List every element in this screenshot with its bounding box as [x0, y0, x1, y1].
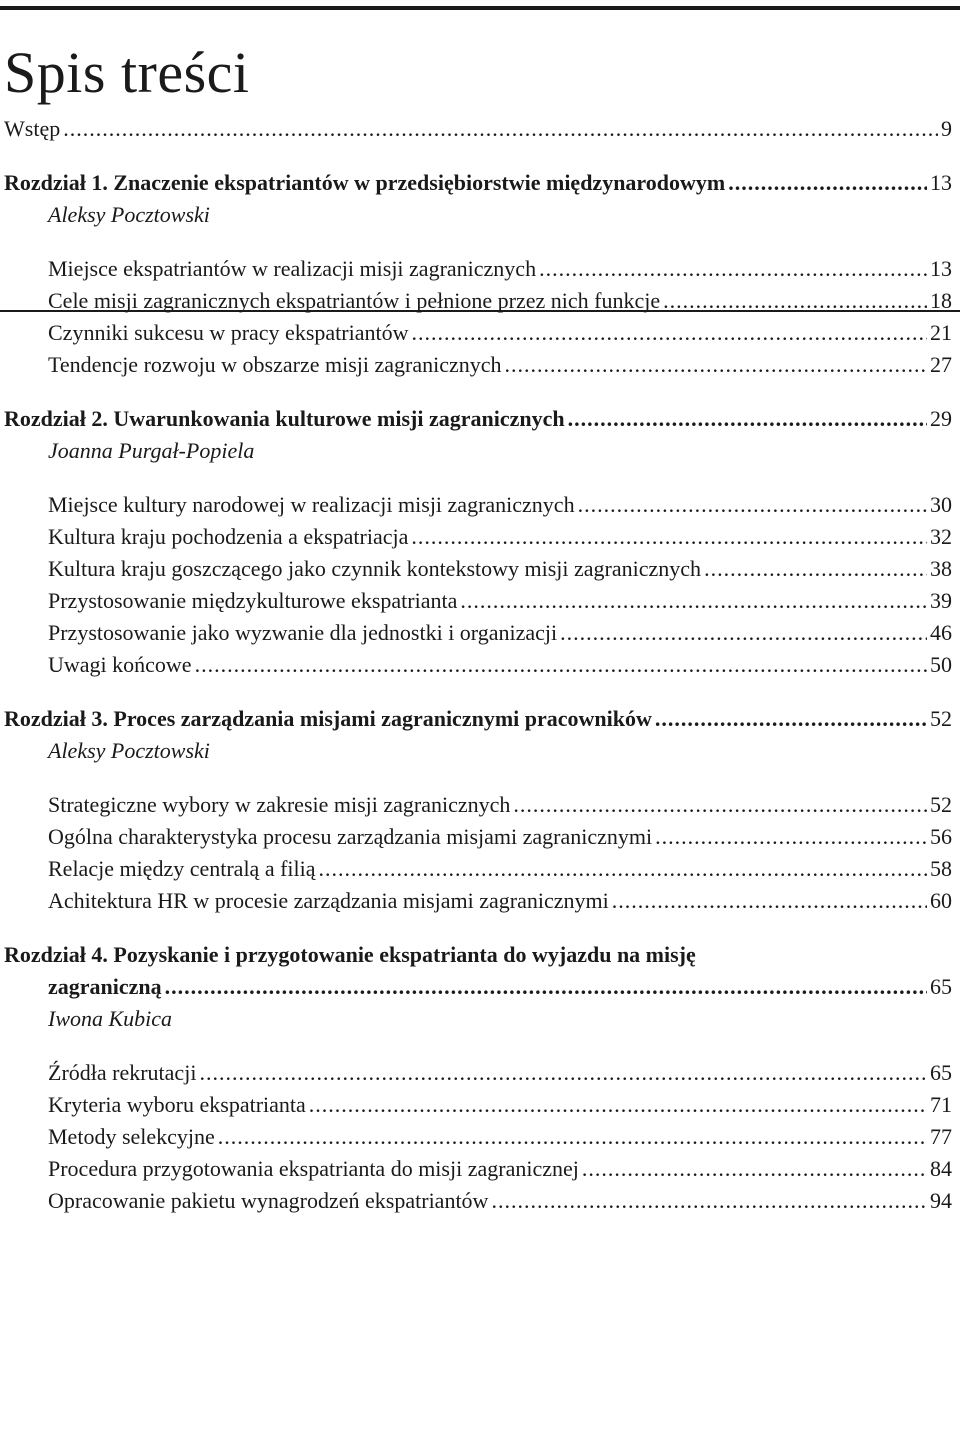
- toc-leader-dots: [505, 349, 927, 381]
- toc-section-title: Miejsce ekspatriantów w realizacji misji zagranicznych: [48, 256, 537, 281]
- toc-section-title: Metody selekcyjne: [48, 1124, 215, 1149]
- toc-section[interactable]: [48, 349, 952, 381]
- toc-leader-dots: [568, 403, 927, 435]
- toc-leader-dots: [612, 885, 927, 917]
- toc-section-title: Procedura przygotowania ekspatrianta do misji zagranicznej: [48, 1156, 579, 1181]
- chapter-author: Iwona Kubica: [48, 1006, 173, 1031]
- toc-section[interactable]: [48, 821, 952, 853]
- toc-leader-dots: [195, 649, 927, 681]
- toc-leader-dots: [582, 1153, 927, 1185]
- toc-section-title: Tendencje rozwoju w obszarze misji zagranicznych: [48, 352, 502, 377]
- toc-section[interactable]: [48, 285, 952, 317]
- toc-section-title: Cele misji zagranicznych ekspatriantów i pełnione przez nich funkcje: [48, 288, 661, 313]
- toc-section-title: Kultura kraju goszczącego jako czynnik kontekstowy misji zagranicznych: [48, 556, 702, 581]
- toc-section-page: 50: [930, 652, 952, 677]
- toc-leader-dots: [165, 971, 927, 1003]
- toc-section[interactable]: [48, 1089, 952, 1121]
- toc-chapter-page: 13: [930, 170, 952, 195]
- toc-leader-dots: [63, 113, 938, 145]
- toc-section[interactable]: [48, 617, 952, 649]
- toc-leader-dots: [655, 821, 927, 853]
- toc-section[interactable]: [48, 1153, 952, 1185]
- toc-leader-dots: [411, 521, 927, 553]
- toc-chapter-title: Rozdział 3. Proces zarządzania misjami zagranicznymi pracowników: [4, 706, 652, 731]
- toc-section-page: 77: [930, 1124, 952, 1149]
- toc-section-page: 56: [930, 824, 952, 849]
- toc-section-title: Przystosowanie międzykulturowe ekspatrianta: [48, 588, 458, 613]
- toc-section[interactable]: [48, 1185, 952, 1217]
- toc-section[interactable]: [48, 789, 952, 821]
- toc-chapter-page: 29: [930, 406, 952, 431]
- toc-leader-dots: [218, 1121, 927, 1153]
- toc-leader-dots: [560, 617, 927, 649]
- toc-chapter-3[interactable]: [4, 703, 952, 735]
- toc-chapter-2[interactable]: [4, 403, 952, 435]
- toc-section[interactable]: [48, 489, 952, 521]
- toc-entry-page: 9: [941, 116, 952, 141]
- toc-section-title: Ogólna charakterystyka procesu zarządzania misjami zagranicznymi: [48, 824, 653, 849]
- toc-section[interactable]: [48, 553, 952, 585]
- toc-section-page: 30: [930, 492, 952, 517]
- toc-section[interactable]: [48, 649, 952, 681]
- toc-section-page: 46: [930, 620, 952, 645]
- toc-section-title: Uwagi końcowe: [48, 652, 192, 677]
- chapter-author: Aleksy Pocztowski: [48, 738, 210, 763]
- toc-chapter-title-cont: zagraniczną: [48, 974, 162, 999]
- toc-section-page: 39: [930, 588, 952, 613]
- toc-leader-dots: [309, 1089, 927, 1121]
- toc-section-page: 27: [930, 352, 952, 377]
- toc-section-title: Czynniki sukcesu w pracy ekspatriantów: [48, 320, 409, 345]
- toc-section-page: 58: [930, 856, 952, 881]
- toc-section-page: 18: [930, 288, 952, 313]
- toc-leader-dots: [513, 789, 927, 821]
- toc-chapter-page: 65: [930, 974, 952, 999]
- toc-section[interactable]: [48, 885, 952, 917]
- toc-section-title: Źródła rekrutacji: [48, 1060, 197, 1085]
- toc-section-page: 71: [930, 1092, 952, 1117]
- toc-leader-dots: [539, 253, 927, 285]
- toc-section-title: Kultura kraju pochodzenia a ekspatriacja: [48, 524, 409, 549]
- toc-section-page: 84: [930, 1156, 952, 1181]
- toc-section-title: Strategiczne wybory w zakresie misji zagranicznych: [48, 792, 511, 817]
- toc-entry-intro[interactable]: [4, 113, 952, 145]
- toc-leader-dots: [663, 285, 927, 317]
- toc-section-page: 32: [930, 524, 952, 549]
- toc-section-title: Przystosowanie jako wyzwanie dla jednostki i organizacji: [48, 620, 558, 645]
- toc-chapter-page: 52: [930, 706, 952, 731]
- toc-leader-dots: [411, 317, 927, 349]
- toc-section[interactable]: [48, 1057, 952, 1089]
- page-title: Spis treści: [4, 40, 250, 105]
- toc-section-page: 21: [930, 320, 952, 345]
- top-rule: [0, 6, 960, 10]
- toc-leader-dots: [728, 167, 927, 199]
- toc-section-page: 60: [930, 888, 952, 913]
- toc-leader-dots: [199, 1057, 927, 1089]
- toc-chapter-title: Rozdział 1. Znaczenie ekspatriantów w przedsiębiorstwie międzynarodowym: [4, 170, 726, 195]
- toc-leader-dots: [578, 489, 927, 521]
- toc-section-page: 13: [930, 256, 952, 281]
- toc-chapter-title: Rozdział 2. Uwarunkowania kulturowe misji zagranicznych: [4, 406, 565, 431]
- toc-section[interactable]: [48, 1121, 952, 1153]
- toc-entry-title: Wstęp: [4, 116, 61, 141]
- toc-section[interactable]: [48, 853, 952, 885]
- toc-leader-dots: [704, 553, 927, 585]
- toc-leader-dots: [655, 703, 927, 735]
- toc-section[interactable]: [48, 317, 952, 349]
- toc-section-page: 38: [930, 556, 952, 581]
- toc-section-title: Kryteria wyboru ekspatrianta: [48, 1092, 306, 1117]
- toc-section-title: Relacje między centralą a filią: [48, 856, 316, 881]
- toc-chapter-4[interactable]: [48, 971, 952, 1003]
- toc-section[interactable]: [48, 585, 952, 617]
- chapter-author: Aleksy Pocztowski: [48, 202, 210, 227]
- toc-section-page: 52: [930, 792, 952, 817]
- toc-section[interactable]: [48, 253, 952, 285]
- toc-chapter-1[interactable]: [4, 167, 952, 199]
- toc-leader-dots: [460, 585, 927, 617]
- toc-chapter-4-title[interactable]: Rozdział 4. Pozyskanie i przygotowanie ekspatrianta do wyjazdu na misję: [4, 942, 696, 967]
- toc-section-title: Opracowanie pakietu wynagrodzeń ekspatriantów: [48, 1188, 489, 1213]
- toc-leader-dots: [319, 853, 927, 885]
- toc-section-page: 65: [930, 1060, 952, 1085]
- toc-section[interactable]: [48, 521, 952, 553]
- toc-leader-dots: [491, 1185, 927, 1217]
- chapter-author: Joanna Purgał-Popiela: [48, 438, 255, 463]
- toc-section-title: Miejsce kultury narodowej w realizacji misji zagranicznych: [48, 492, 575, 517]
- toc-section-page: 94: [930, 1188, 952, 1213]
- toc-section-title: Achitektura HR w procesie zarządzania misjami zagranicznymi: [48, 888, 609, 913]
